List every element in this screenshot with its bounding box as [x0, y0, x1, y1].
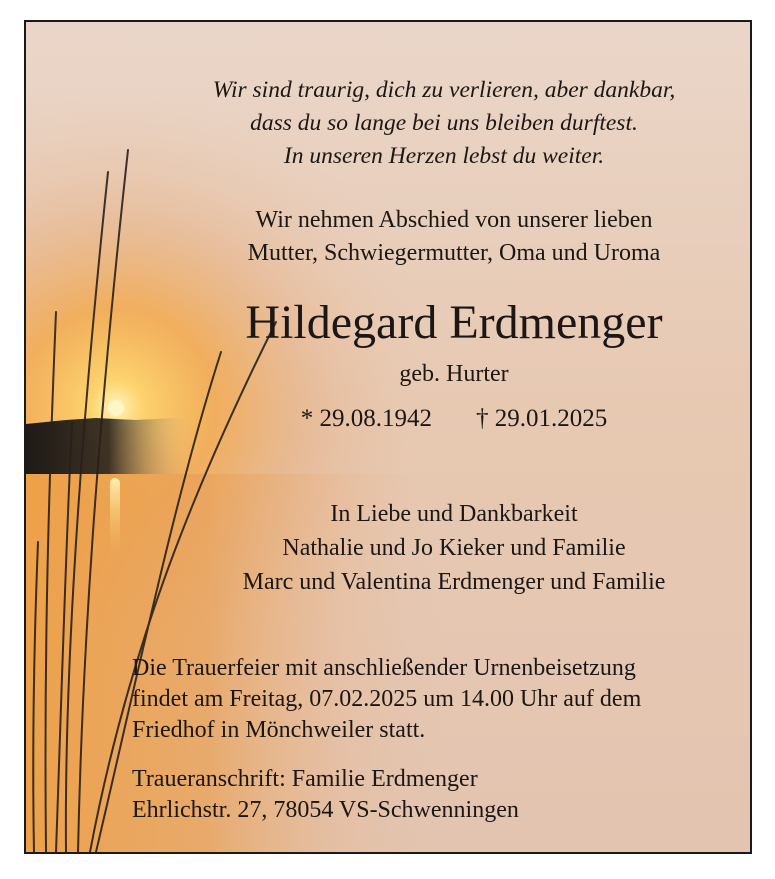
intro-line: Wir nehmen Abschied von unserer lieben: [255, 207, 653, 233]
birth-date: * 29.08.1942: [300, 405, 432, 432]
quote-line: Wir sind traurig, dich zu verlieren, aber dankbar,: [212, 77, 676, 103]
address-line: Traueranschrift: Familie Erdmenger: [132, 766, 478, 792]
quote-line: In unseren Herzen lebst du weiter.: [283, 143, 605, 169]
deceased-name: Hildegard Erdmenger: [245, 296, 663, 349]
memorial-quote: [154, 74, 734, 173]
family-line: Nathalie und Jo Kieker und Familie: [282, 535, 626, 561]
family-line: Marc und Valentina Erdmenger und Familie: [242, 569, 666, 595]
quote-line: dass du so lange bei uns bleiben durftest.: [250, 110, 638, 136]
condolence-address: [132, 764, 742, 826]
family-line: In Liebe und Dankbarkeit: [330, 501, 578, 527]
life-dates: [174, 403, 734, 435]
intro-line: Mutter, Schwiegermutter, Oma und Uroma: [247, 240, 661, 266]
death-date: † 29.01.2025: [476, 405, 608, 432]
service-line: Friedhof in Mönchweiler statt.: [132, 717, 426, 743]
service-line: findet am Freitag, 07.02.2025 um 14.00 Uhr auf dem: [132, 686, 642, 712]
obituary-card: [24, 20, 752, 854]
farewell-intro: [174, 204, 734, 270]
address-line: Ehrlichstr. 27, 78054 VS-Schwenningen: [132, 797, 519, 823]
mourning-family: [174, 497, 734, 599]
funeral-service-info: [132, 653, 742, 746]
service-line: Die Trauerfeier mit anschließender Urnenbeisetzung: [132, 655, 636, 681]
maiden-name: geb. Hurter: [399, 361, 509, 387]
